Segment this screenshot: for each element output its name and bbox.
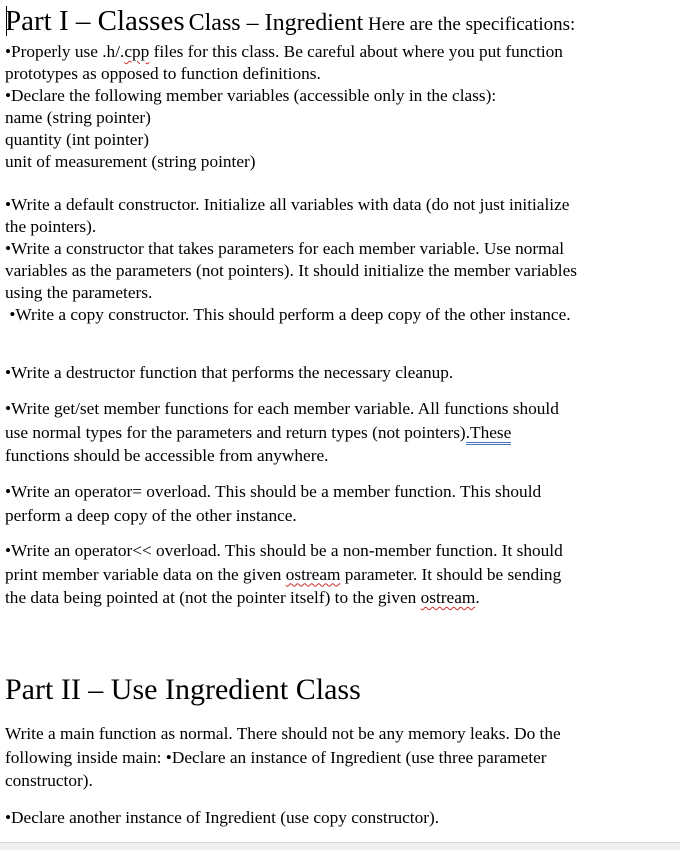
paragraph: •Declare another instance of Ingredient (use copy constructor). bbox=[5, 808, 440, 827]
class-heading: Class – Ingredient bbox=[188, 10, 364, 36]
text-run: parameter. It should be sending bbox=[340, 564, 562, 584]
paragraph: prototypes as opposed to function definitions. bbox=[5, 64, 321, 83]
paragraph: unit of measurement (string pointer) bbox=[5, 152, 256, 171]
getset-block bbox=[5, 397, 670, 468]
text-run: print member variable data on the given bbox=[5, 564, 286, 584]
spellcheck-word: cpp bbox=[124, 42, 150, 61]
part1-heading bbox=[5, 4, 670, 40]
paragraph bbox=[5, 421, 670, 445]
paragraph: functions should be accessible from anywhere. bbox=[5, 446, 329, 465]
constructors-block bbox=[5, 194, 670, 326]
spec-intro: Here are the specifications: bbox=[363, 14, 576, 35]
paragraph: •Declare the following member variables (accessible only in the class): bbox=[5, 86, 497, 105]
text-run: •Properly use .h/. bbox=[5, 42, 125, 61]
text-run: use normal types for the parameters and return types (not pointers) bbox=[5, 422, 466, 442]
text-run: the data being pointed at (not the pointer itself) to the given bbox=[5, 588, 421, 607]
paragraph: quantity (int pointer) bbox=[5, 130, 149, 149]
paragraph: •Write get/set member functions for each member variable. All functions should bbox=[5, 399, 559, 418]
paragraph: using the parameters. bbox=[5, 283, 153, 302]
part2-last bbox=[5, 806, 670, 830]
part1-title: Part I – Classes bbox=[5, 5, 185, 37]
paragraph: •Write a constructor that takes parameters for each member variable. Use normal bbox=[5, 239, 565, 258]
paragraph: •Write a destructor function that performs the necessary cleanup. bbox=[5, 363, 454, 382]
paragraph: following inside main: •Declare an instance of Ingredient (use three parameter bbox=[5, 747, 547, 767]
part2-title: Part II – Use Ingredient Class bbox=[5, 673, 361, 706]
paragraph bbox=[5, 586, 670, 610]
text-run: . bbox=[475, 588, 480, 607]
paragraph: variables as the parameters (not pointers). It should initialize the member variables bbox=[5, 261, 578, 280]
paragraph: •Write a default constructor. Initialize all variables with data (do not just initialize bbox=[5, 195, 570, 214]
paragraph: the pointers). bbox=[5, 217, 97, 236]
paragraph: •Write an operator<< overload. This should be a non-member function. It should bbox=[5, 541, 563, 560]
assign-block bbox=[5, 480, 670, 527]
paragraph: Write a main function as normal. There should not be any memory leaks. Do the bbox=[5, 724, 561, 743]
paragraph: name (string pointer) bbox=[5, 108, 151, 127]
spellcheck-word: ostream bbox=[285, 564, 341, 584]
stream-block bbox=[5, 539, 670, 610]
paragraph: •Write an operator= overload. This should be a member function. This should bbox=[5, 482, 542, 501]
spellcheck-word: ostream bbox=[420, 588, 476, 607]
text-run: files for this class. Be careful about where you put function bbox=[149, 42, 563, 61]
paragraph bbox=[5, 41, 670, 63]
members-block bbox=[5, 41, 670, 173]
destructor-block bbox=[5, 362, 670, 384]
paragraph: constructor). bbox=[5, 771, 93, 790]
part2-body bbox=[5, 722, 670, 793]
paragraph bbox=[5, 563, 670, 587]
grammar-flag: .These bbox=[466, 423, 512, 445]
paragraph: perform a deep copy of the other instance. bbox=[5, 505, 297, 525]
paragraph: •Write a copy constructor. This should perform a deep copy of the other instance. bbox=[5, 305, 571, 324]
part2-heading bbox=[5, 672, 670, 708]
